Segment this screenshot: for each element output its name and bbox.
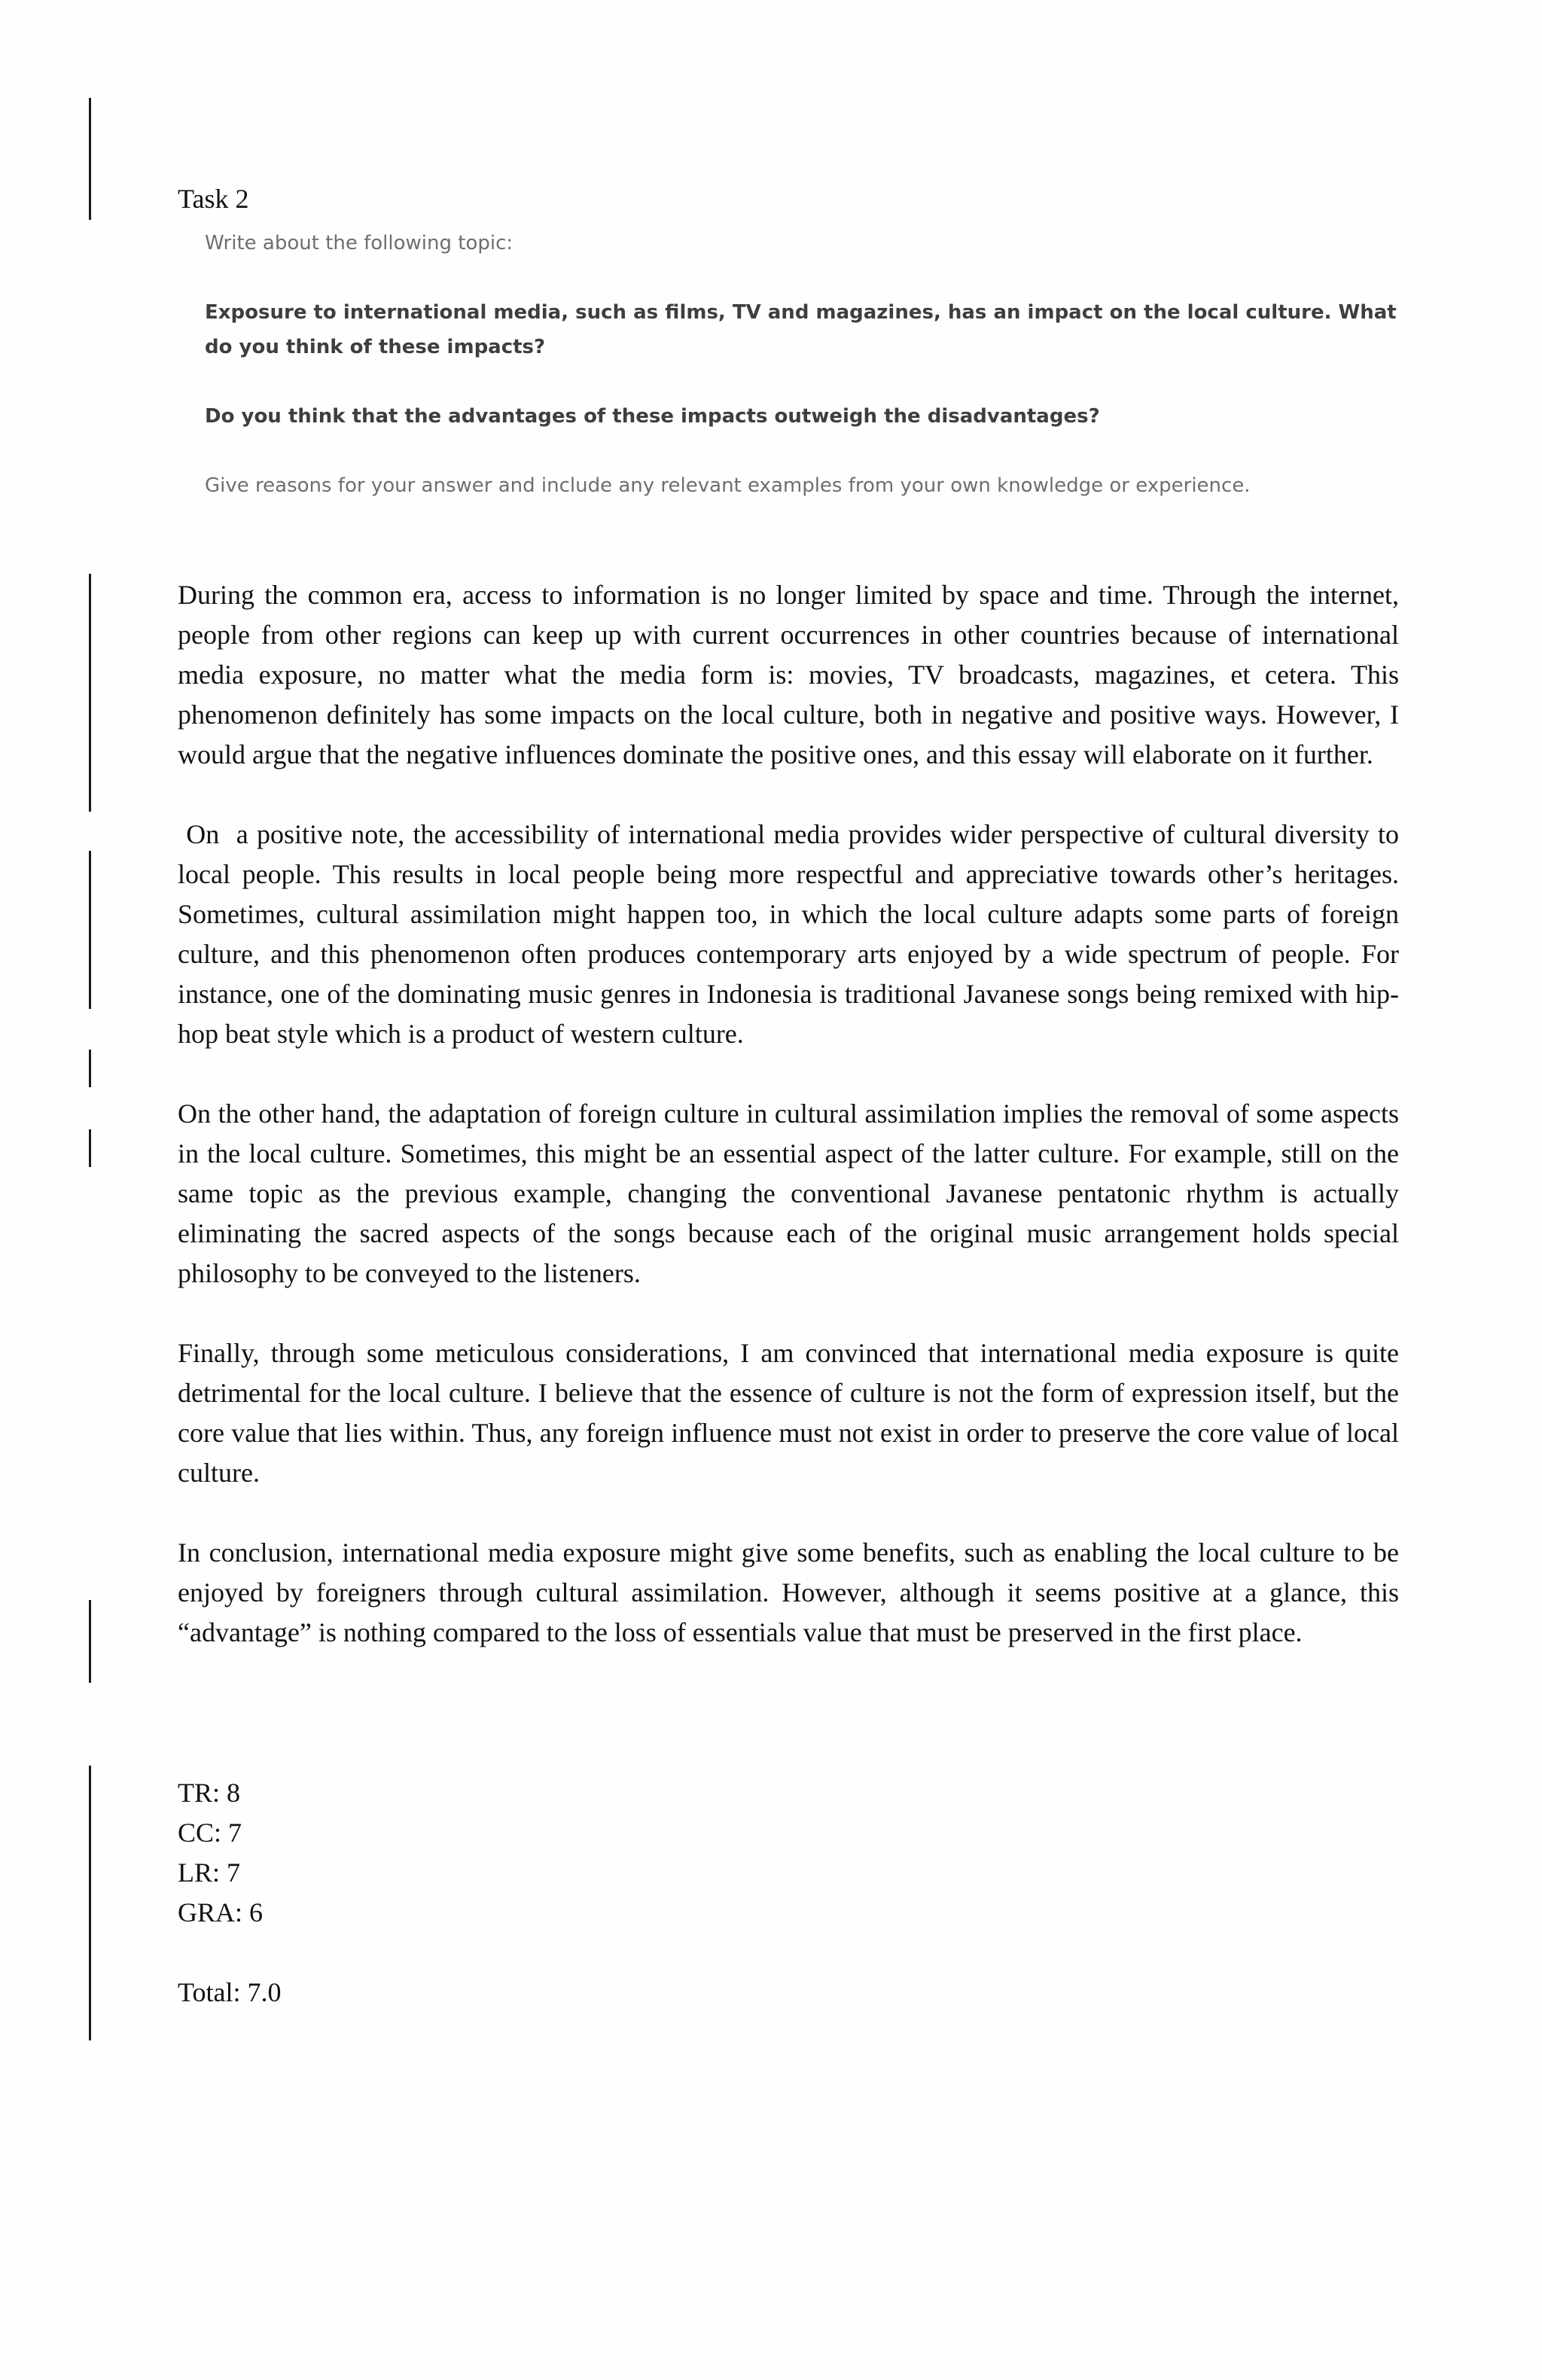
prompt-question-2: Do you think that the advantages of these impacts outweigh the disadvantages? — [205, 405, 1100, 428]
score-tr: TR: 8 — [178, 1778, 241, 1808]
change-bar — [89, 1600, 91, 1683]
prompt-intro: Write about the following topic: — [205, 232, 513, 254]
change-bar — [89, 574, 91, 812]
essay-paragraph-introduction: During the common era, access to information is no longer limited by space and time. Through the internet, people from other regions can keep up with current occurrences in other countries because of international media exposure, no matter what the media form is: movies, TV broadcasts, magazines, et cetera. This phenomenon definitely has some impacts on the local culture, both in negative and positive ways. However, I would argue that the negative influences dominate the positive ones, and this essay will elaborate on it further. — [178, 580, 1399, 769]
essay-paragraph-positive: On a positive note, the accessibility of international media provides wider perspective of cultural diversity to local people. This results in local people being more respectful and appreciative towards other’s heritages. Sometimes, cultural assimilation might happen too, in which the local culture adapts some parts of foreign culture, and this phenomenon often produces contemporary arts enjoyed by a wide spectrum of people. For instance, one of the dominating music genres in Indonesia is traditional Javanese songs being remixed with hip-hop beat style which is a product of western culture. — [178, 819, 1406, 1049]
change-bar — [89, 1050, 91, 1087]
change-bar — [89, 851, 91, 1009]
score-gra: GRA: 6 — [178, 1897, 264, 1927]
change-bar — [89, 1129, 91, 1167]
task-prompt — [205, 226, 1409, 503]
essay-paragraph-conclusion: In conclusion, international media exposure might give some benefits, such as enabling the local culture to be enjoyed by foreigners through cultural assimilation. However, although it seems positive at a glance, this “advantage” is nothing compared to the loss of essentials value that must be preserved in the first place. — [178, 1537, 1399, 1647]
score-block — [178, 1773, 281, 2013]
score-cc: CC: 7 — [178, 1818, 242, 1848]
score-total: Total: 7.0 — [178, 1977, 282, 2007]
essay-body — [178, 575, 1406, 1693]
prompt-instruction: Give reasons for your answer and include any relevant examples from your own knowledge or experience. — [205, 474, 1251, 497]
prompt-question-1: Exposure to international media, such as films, TV and magazines, has an impact on the local culture. What do you think of these impacts? — [205, 301, 1397, 358]
essay-paragraph-negative: On the other hand, the adaptation of foreign culture in cultural assimilation implies the removal of some aspects in the local culture. Sometimes, this might be an essential aspect of the latter culture. For example, still on the same topic as the previous example, changing the conventional Javanese pentatonic rhythm is actually eliminating the sacred aspects of the songs because each of the original music arrangement holds special philosophy to be conveyed to the listeners. — [178, 1099, 1399, 1288]
task-title: Task 2 — [178, 184, 249, 214]
essay-paragraph-opinion: Finally, through some meticulous considerations, I am convinced that international media exposure is quite detrimental for the local culture. I believe that the essence of culture is not the form of expression itself, but the core value that lies within. Thus, any foreign influence must not exist in order to preserve the core value of local culture. — [178, 1338, 1399, 1488]
change-bar — [89, 98, 91, 220]
change-bar — [89, 1766, 91, 2040]
score-lr: LR: 7 — [178, 1857, 241, 1888]
